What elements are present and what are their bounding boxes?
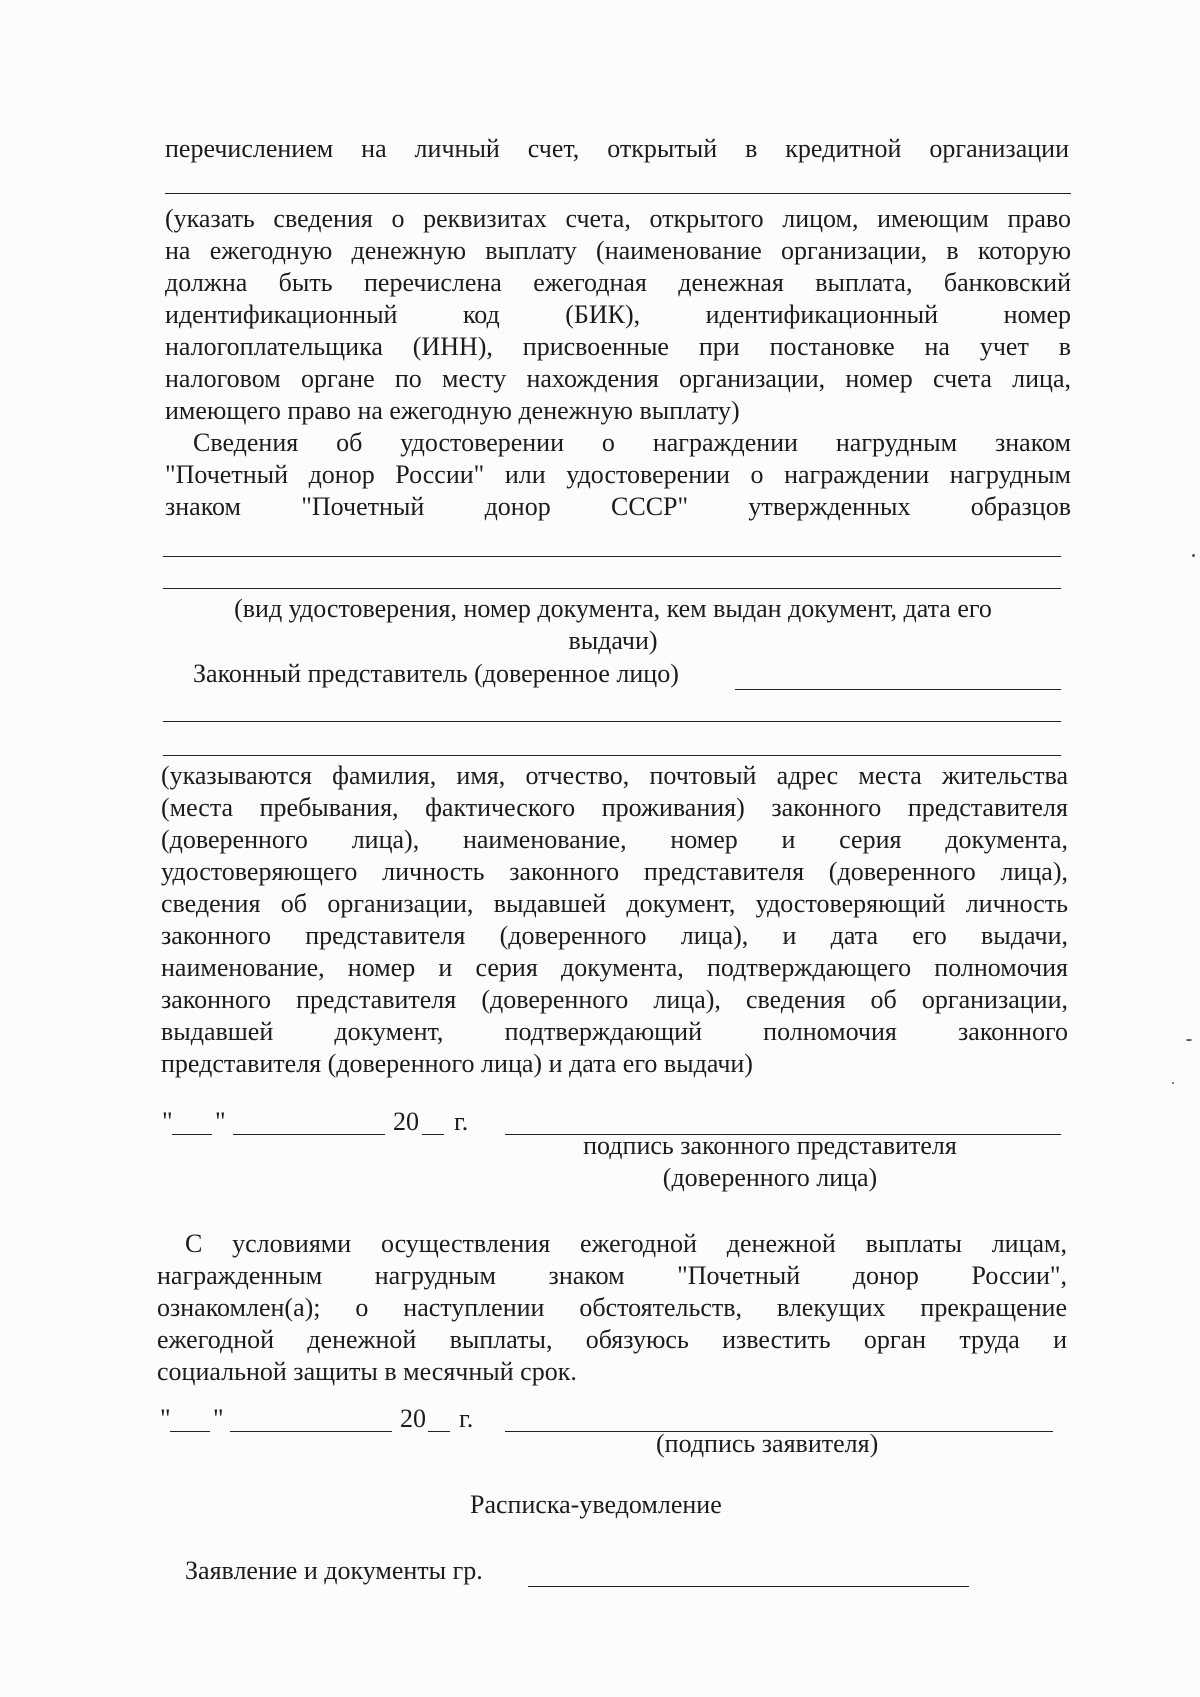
year-prefix-1 xyxy=(393,1106,419,1138)
certificate-blank-1 xyxy=(163,556,1061,557)
certificate-line: Сведения об удостоверении о награждении нагрудным знаком xyxy=(193,428,1071,457)
representative-note-line: выдавшей документ, подтверждающий полномочия законного xyxy=(161,1017,1068,1046)
certificate-line: "Почетный донор России" или удостоверении о награждении нагрудным xyxy=(165,460,1071,489)
representative-note-line: удостоверяющего личность законного представителя (доверенного лица), xyxy=(161,857,1068,886)
month-blank-2 xyxy=(230,1431,392,1432)
certificate-blank-2 xyxy=(163,588,1061,589)
year-blank-1 xyxy=(422,1134,444,1135)
account-note-line: идентификационный код (БИК), идентификационный номер xyxy=(165,300,1071,329)
year-prefix: 20 xyxy=(393,1107,419,1136)
account-note-line: имеющего право на ежегодную денежную выплату) xyxy=(165,396,740,425)
year-suffix: г. xyxy=(454,1107,469,1136)
year-prefix-2 xyxy=(400,1403,426,1435)
receipt-line xyxy=(185,1555,483,1587)
account-note xyxy=(165,203,1071,427)
representative-note xyxy=(161,760,1068,1080)
conditions-line: ежегодной денежной выплаты, обязуюсь известить орган труда и xyxy=(157,1325,1067,1354)
representative-note-line: (доверенного лица), наименование, номер и серия документа, xyxy=(161,825,1068,854)
certificate-note-line: (вид удостоверения, номер документа, кем выдан документ, дата его xyxy=(234,594,992,623)
representative-note-line: законного представителя (доверенного лица), сведения об организации, xyxy=(161,985,1068,1014)
representative-blank-inline xyxy=(735,689,1061,690)
quote-open: " xyxy=(160,1404,171,1433)
receipt-name-blank xyxy=(528,1586,969,1587)
certificate-line: знаком "Почетный донор СССР" утвержденных образцов xyxy=(165,492,1071,521)
certificate-note xyxy=(163,593,1063,657)
conditions-line: награжденным нагрудным знаком "Почетный донор России", xyxy=(157,1261,1067,1290)
representative-note-line: (места пребывания, фактического проживания) законного представителя xyxy=(161,793,1068,822)
applicant-signature-label-text: (подпись заявителя) xyxy=(656,1429,879,1458)
receipt-title-text: Расписка-уведомление xyxy=(470,1490,722,1519)
year-blank-2 xyxy=(428,1431,450,1432)
account-note-line: на ежегодную денежную выплату (наименование организации, в которую xyxy=(165,236,1071,265)
year-suffix-1 xyxy=(454,1106,468,1138)
quote-close-1 xyxy=(215,1106,226,1138)
payment-method-text: перечислением на личный счет, открытый в кредитной организации xyxy=(165,134,1069,163)
account-details-blank xyxy=(165,193,1071,194)
account-note-line: (указать сведения о реквизитах счета, открытого лицом, имеющим право xyxy=(165,204,1071,233)
account-note-line: налоговом органе по месту нахождения организации, номер счета лица, xyxy=(165,364,1071,393)
rep-signature-label-line: (доверенного лица) xyxy=(662,1163,878,1192)
representative-note-line: представителя (доверенного лица) и дата его выдачи) xyxy=(161,1049,753,1078)
quote-close: " xyxy=(213,1404,224,1433)
receipt-line-text: Заявление и документы гр. xyxy=(185,1556,483,1585)
representative-note-line: наименование, номер и серия документа, подтверждающего полномочия xyxy=(161,953,1068,982)
day-blank-2 xyxy=(170,1431,210,1432)
day-blank-1 xyxy=(172,1134,212,1135)
conditions-line: социальной защиты в месячный срок. xyxy=(157,1357,577,1386)
payment-method-line xyxy=(165,133,1069,165)
certificate-paragraph xyxy=(165,427,1071,523)
representative-label-text: Законный представитель (доверенное лицо) xyxy=(193,659,679,688)
representative-blank-2 xyxy=(163,755,1061,756)
year-suffix-2 xyxy=(459,1403,473,1435)
month-blank-1 xyxy=(233,1134,385,1135)
representative-note-line: сведения об организации, выдавшей документ, удостоверяющий личность xyxy=(161,889,1068,918)
year-suffix: г. xyxy=(459,1404,474,1433)
quote-open: " xyxy=(162,1107,173,1136)
quote-close-2 xyxy=(213,1403,224,1435)
scan-speck xyxy=(1172,1082,1174,1084)
year-prefix: 20 xyxy=(400,1404,426,1433)
conditions-line: С условиями осуществления ежегодной денежной выплаты лицам, xyxy=(185,1229,1067,1258)
representative-note-line: (указываются фамилия, имя, отчество, почтовый адрес места жительства xyxy=(161,761,1068,790)
conditions-paragraph xyxy=(157,1228,1067,1388)
scan-speck xyxy=(1192,554,1195,557)
quote-close: " xyxy=(215,1107,226,1136)
representative-note-line: законного представителя (доверенного лица), и дата его выдачи, xyxy=(161,921,1068,950)
rep-signature-label xyxy=(560,1130,980,1194)
account-note-line: налогоплательщика (ИНН), присвоенные при постановке на учет в xyxy=(165,332,1071,361)
representative-label xyxy=(193,658,679,690)
scan-speck xyxy=(1186,1039,1192,1041)
receipt-title xyxy=(470,1489,722,1521)
applicant-signature-label xyxy=(656,1428,878,1460)
conditions-line: ознакомлен(а); о наступлении обстоятельств, влекущих прекращение xyxy=(157,1293,1067,1322)
representative-blank-1 xyxy=(163,721,1061,722)
account-note-line: должна быть перечислена ежегодная денежная выплата, банковский xyxy=(165,268,1071,297)
rep-signature-label-line: подпись законного представителя xyxy=(583,1131,957,1160)
certificate-note-line: выдачи) xyxy=(568,626,658,655)
